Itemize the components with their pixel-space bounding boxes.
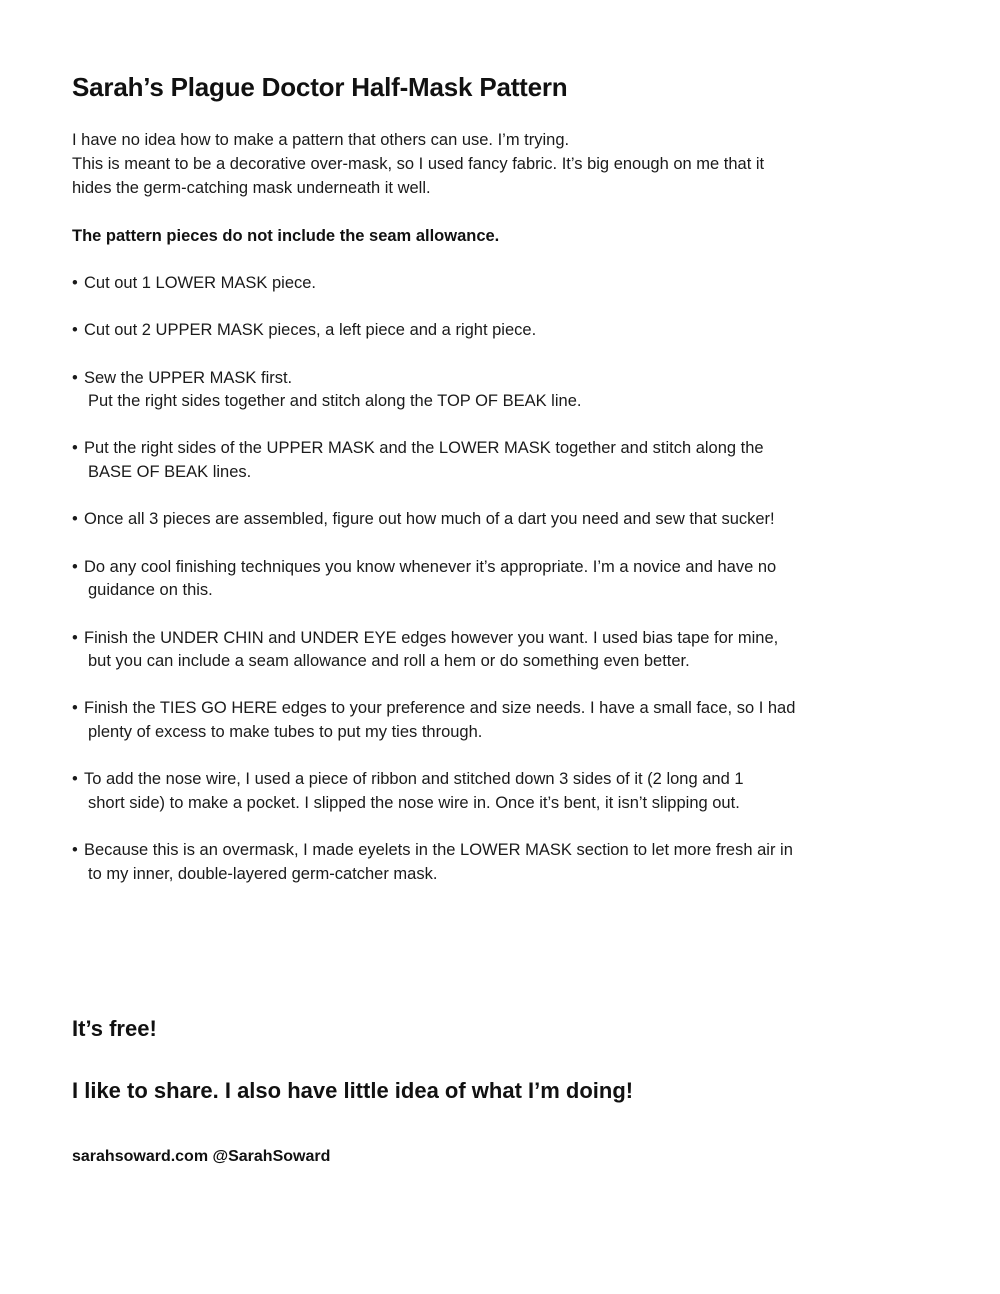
list-item bbox=[72, 697, 884, 744]
list-item bbox=[72, 272, 884, 295]
instruction-list bbox=[72, 272, 900, 886]
step-line-1: Do any cool finishing techniques you know whenever it’s appropriate. I’m a novice and have no bbox=[84, 557, 777, 576]
step-line-2: short side) to make a pocket. I slipped the nose wire in. Once it’s bent, it isn’t slipping out. bbox=[88, 793, 740, 812]
closing-section bbox=[72, 1016, 900, 1166]
list-item bbox=[72, 839, 884, 886]
step-line-2: guidance on this. bbox=[88, 581, 213, 600]
page-title: Sarah’s Plague Doctor Half-Mask Pattern bbox=[72, 72, 568, 102]
list-item bbox=[72, 508, 884, 531]
bullet-icon: • bbox=[72, 770, 78, 789]
bullet-icon: • bbox=[72, 510, 78, 529]
list-item bbox=[72, 556, 884, 603]
list-item bbox=[72, 319, 884, 342]
step-line-2: BASE OF BEAK lines. bbox=[88, 462, 252, 481]
seam-allowance-note: The pattern pieces do not include the seam allowance. bbox=[72, 226, 500, 245]
share-statement: I like to share. I also have little idea of what I’m doing! bbox=[72, 1077, 634, 1103]
list-item bbox=[72, 627, 884, 674]
intro-line-1: I have no idea how to make a pattern that others can use. I’m trying. bbox=[72, 131, 570, 149]
step-line-2: to my inner, double-layered germ-catcher mask. bbox=[88, 864, 438, 883]
step-line-1: To add the nose wire, I used a piece of ribbon and stitched down 3 sides of it (2 long and 1 bbox=[84, 770, 744, 789]
intro-line-2: This is meant to be a decorative over-mask, so I used fancy fabric. It’s big enough on me that it bbox=[72, 154, 765, 173]
list-item bbox=[72, 437, 884, 484]
bullet-icon: • bbox=[72, 699, 78, 718]
bullet-icon: • bbox=[72, 368, 78, 387]
bullet-icon: • bbox=[72, 439, 78, 458]
intro-line-3: hides the germ-catching mask underneath it well. bbox=[72, 178, 431, 197]
step-line-1: Finish the UNDER CHIN and UNDER EYE edges however you want. I used bias tape for mine, bbox=[84, 628, 779, 647]
step-line-2: Put the right sides together and stitch along the TOP OF BEAK line. bbox=[88, 392, 582, 411]
step-line-1: Cut out 1 LOWER MASK piece. bbox=[84, 273, 317, 292]
step-line-1: Once all 3 pieces are assembled, figure out how much of a dart you need and sew that sucker! bbox=[84, 510, 775, 529]
bullet-icon: • bbox=[72, 557, 78, 576]
step-line-1: Put the right sides of the UPPER MASK and the LOWER MASK together and stitch along the bbox=[84, 439, 764, 458]
step-line-2: but you can include a seam allowance and roll a hem or do something even better. bbox=[88, 651, 690, 670]
intro-paragraph bbox=[72, 129, 862, 201]
step-line-1: Cut out 2 UPPER MASK pieces, a left piece and a right piece. bbox=[84, 321, 537, 340]
bullet-icon: • bbox=[72, 841, 78, 860]
step-line-2: plenty of excess to make tubes to put my ties through. bbox=[88, 722, 483, 741]
free-statement: It’s free! bbox=[72, 1015, 157, 1041]
author-credit: sarahsoward.com @SarahSoward bbox=[72, 1147, 331, 1165]
bullet-icon: • bbox=[72, 321, 78, 340]
bullet-icon: • bbox=[72, 628, 78, 647]
list-item bbox=[72, 768, 884, 815]
list-item bbox=[72, 367, 884, 414]
step-line-1: Sew the UPPER MASK first. bbox=[84, 368, 293, 387]
bullet-icon: • bbox=[72, 273, 78, 292]
step-line-1: Finish the TIES GO HERE edges to your preference and size needs. I have a small face, so I had bbox=[84, 699, 796, 718]
step-line-1: Because this is an overmask, I made eyelets in the LOWER MASK section to let more fresh air in bbox=[84, 841, 793, 860]
